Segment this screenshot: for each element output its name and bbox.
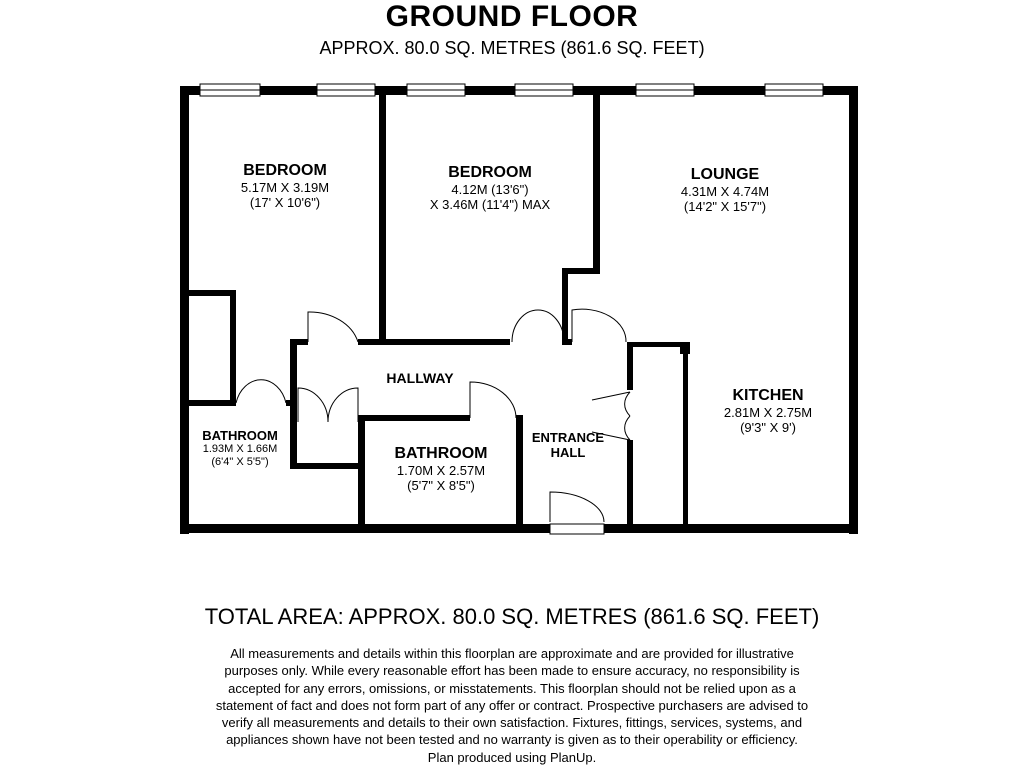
wall-cupboard-bottom xyxy=(290,463,362,469)
window xyxy=(765,84,823,96)
room-entrance-hall xyxy=(522,430,614,460)
room-dimensions: 5.17M X 3.19M xyxy=(240,180,330,195)
wall-bedroom-lounge-upper xyxy=(593,95,600,273)
room-hallway: HALLWAY xyxy=(386,370,454,386)
wall-bath1-bottom-a xyxy=(188,400,236,406)
room-dimensions-imperial: (9'3" X 9') xyxy=(740,420,796,435)
window xyxy=(200,84,260,96)
disclaimer-line: Plan produced using PlanUp. xyxy=(427,749,597,765)
door-bath2 xyxy=(470,382,516,418)
window xyxy=(407,84,465,96)
wall-kitchen-divider xyxy=(683,350,688,526)
door-bath1 xyxy=(236,380,286,403)
plan-subtitle: APPROX. 80.0 SQ. METRES (861.6 SQ. FEET) xyxy=(319,38,705,58)
room-name: BEDROOM xyxy=(448,164,532,181)
plan-title: GROUND FLOOR xyxy=(385,0,639,33)
room-dimensions-imperial: (5'7" X 8'5") xyxy=(407,478,475,493)
disclaimer-line: All measurements and details within this floorplan are approximate and are provided for illustrative xyxy=(230,646,794,661)
room-name: LOUNGE xyxy=(690,166,760,183)
room-dimensions: 2.81M X 2.75M xyxy=(723,405,813,420)
wall-kitchen-top xyxy=(627,342,687,347)
wall-bath2-left xyxy=(358,415,365,530)
room-dimensions: 4.12M (13'6") xyxy=(451,182,529,197)
wall-hall-top-mid xyxy=(358,339,510,345)
outer-wall-bottom-right xyxy=(604,524,858,533)
disclaimer-line: verify all measurements and details to their own satisfaction. Fixtures, fittings, services, systems, and xyxy=(221,715,803,731)
wall-bedrooms xyxy=(379,95,386,340)
door-kitchen-a xyxy=(592,392,630,416)
room-name: BATHROOM xyxy=(202,428,278,443)
door-bedroom2 xyxy=(512,310,564,342)
room-dimensions: 1.70M X 2.57M xyxy=(396,463,486,478)
threshold xyxy=(550,524,604,534)
room-dimensions-imperial: (6'4" X 5'5") xyxy=(211,456,269,468)
room-dimensions-imperial: X 3.46M (11'4") MAX xyxy=(429,197,551,212)
wall-kitchen-upper xyxy=(627,342,633,390)
room-bedroom-2 xyxy=(400,164,580,212)
wall-bath1-top xyxy=(188,290,236,296)
door-cupboard-a xyxy=(298,388,328,422)
window xyxy=(515,84,573,96)
room-name-line1: ENTRANCE xyxy=(531,430,605,445)
room-dimensions-imperial: (17' X 10'6") xyxy=(249,195,321,210)
door-lounge xyxy=(572,309,626,342)
disclaimer-line: purposes only. While every reasonable effort has been made to ensure accuracy, no responsibility is xyxy=(224,663,800,679)
wall-lounge-lower xyxy=(562,268,568,340)
door-cupboard-b xyxy=(328,388,358,422)
wall-bath1-bottom-b xyxy=(286,400,296,406)
outer-wall-left xyxy=(180,86,189,534)
room-lounge xyxy=(650,166,800,214)
disclaimer-line: appliances shown have not been tested and no warranty is given as to their operability or efficiency. xyxy=(226,732,798,748)
room-bathroom-1 xyxy=(190,428,290,469)
window xyxy=(317,84,375,96)
disclaimer-line: accepted for any errors, omissions, or misstatements. This floorplan should not be relied upon as a xyxy=(228,680,796,696)
outer-wall-right xyxy=(849,86,858,534)
room-bedroom-1 xyxy=(210,162,360,210)
room-name: BATHROOM xyxy=(394,445,488,462)
room-dimensions: 4.31M X 4.74M xyxy=(680,184,770,199)
room-name: KITCHEN xyxy=(732,387,804,404)
room-bathroom-2 xyxy=(368,445,514,493)
room-dimensions-imperial: (14'2" X 15'7") xyxy=(683,199,767,214)
door-bedroom1 xyxy=(308,312,358,342)
room-kitchen xyxy=(693,387,843,435)
room-name-line2: HALL xyxy=(550,445,586,460)
room-dimensions: 1.93M X 1.66M xyxy=(202,443,278,455)
wall-bath2-top xyxy=(358,415,470,421)
wall-kitchen-lower xyxy=(627,440,633,530)
total-area: TOTAL AREA: APPROX. 80.0 SQ. METRES (861.6 SQ. FEET) xyxy=(204,604,820,629)
room-name: BEDROOM xyxy=(243,162,327,179)
door-entrance xyxy=(550,492,604,522)
wall-bath1-right-upper xyxy=(230,290,236,402)
disclaimer xyxy=(172,645,852,766)
window xyxy=(636,84,694,96)
disclaimer-line: statement of fact and does not form part of any offer or contract. Prospective purchasers are advised to xyxy=(215,697,809,713)
